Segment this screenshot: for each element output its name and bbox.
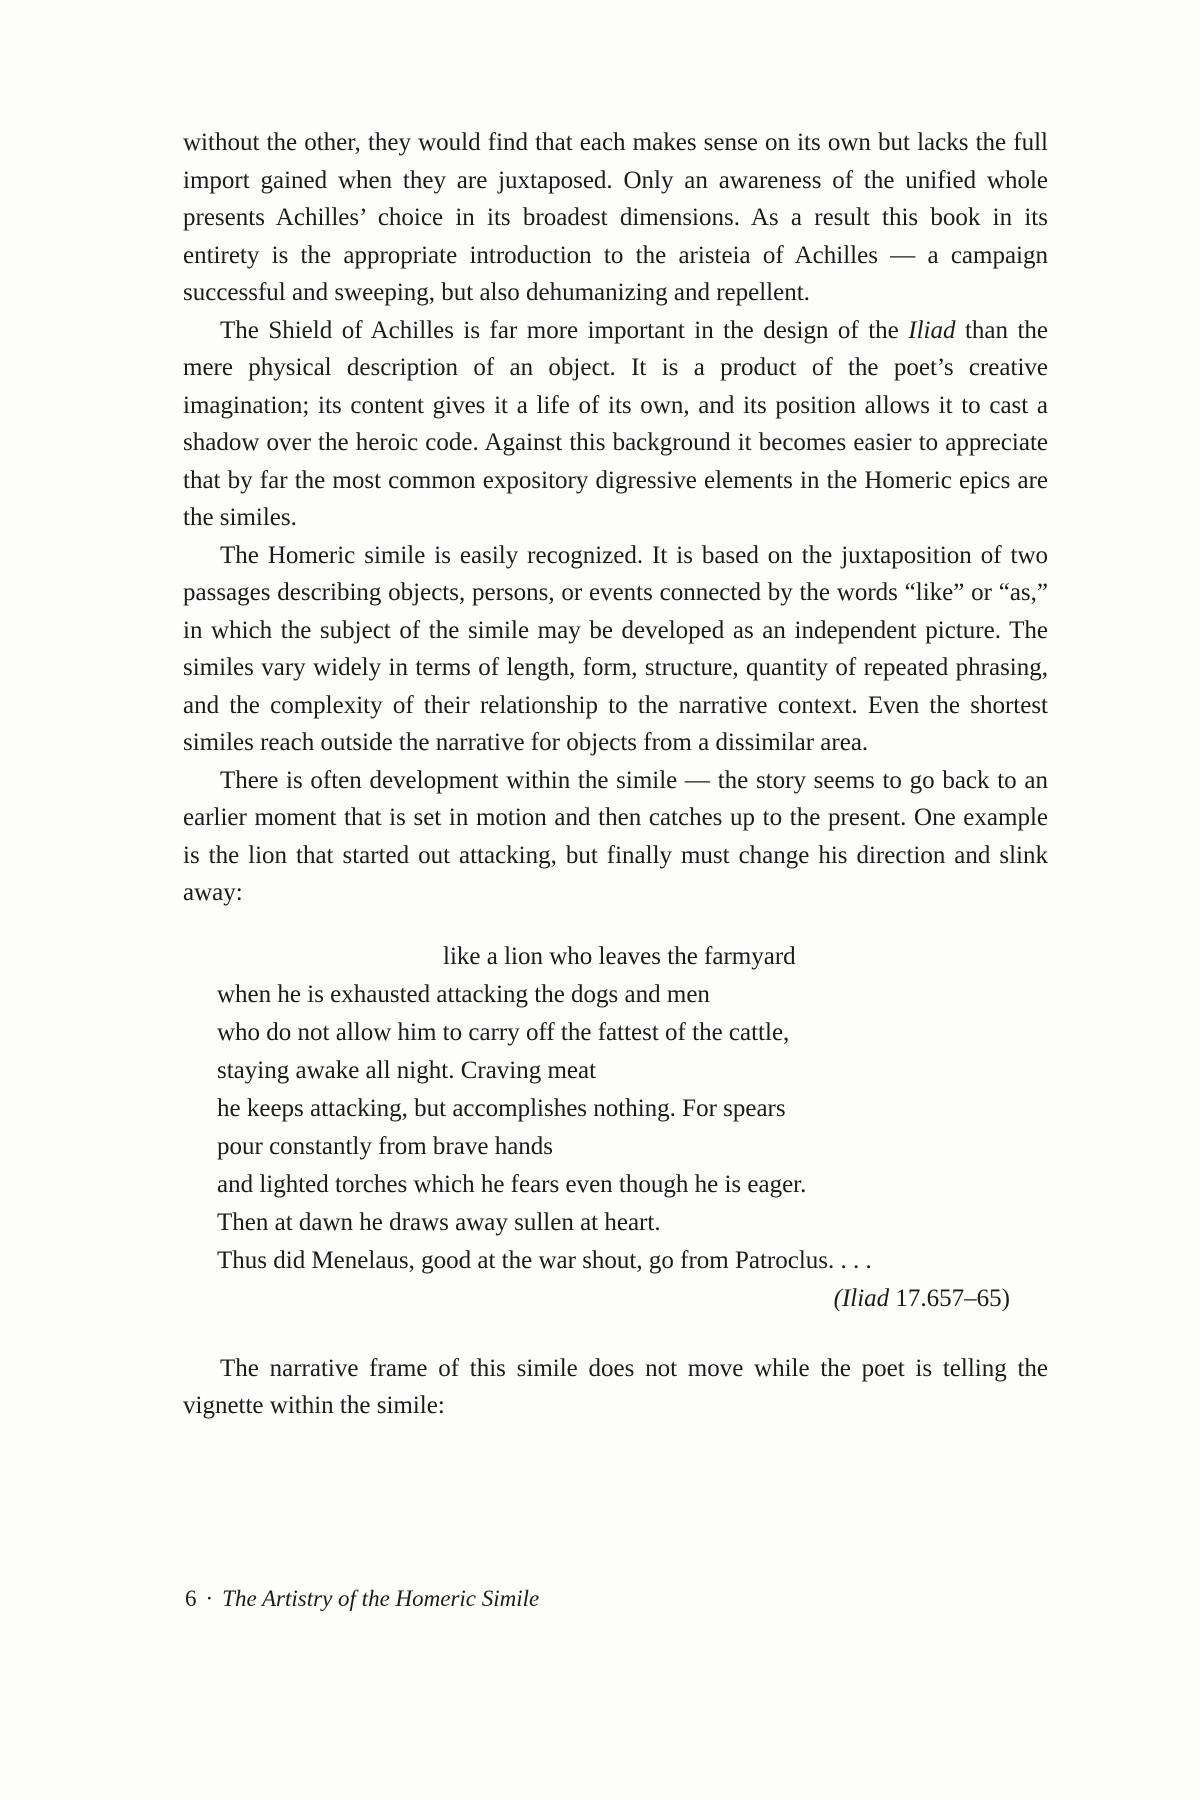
verse-line: like a lion who leaves the farmyard	[443, 942, 796, 970]
text-run: The Homeric simile is easily recognized. It is based on the juxtaposition of two passages describing objects, persons, or events connected by the words “like” or “as,” in which the subject of the simile may be developed as an independent picture. The similes vary widely in terms of length, form, structure, quantity of repeated phrasing, and the complexity of their relationship to the narrative context. Even the shortest similes reach outside the narrative for objects from a dissimilar area.	[183, 541, 1048, 756]
text-run: without the other, they would find that each makes sense on its own but lacks the full import gained when they are juxtaposed. Only an awareness of the unified whole presents Achilles’ choice in its broadest dimensions. As a result this book in its entirety is the appropriate introduction to the aristeia of Achilles — a campaign successful and sweeping, but also dehumanizing and repellent.	[183, 129, 1048, 306]
verse-citation	[217, 1280, 1048, 1318]
verse-line: Then at dawn he draws away sullen at heart.	[217, 1208, 661, 1236]
verse-line: and lighted torches which he fears even though he is eager.	[217, 1170, 807, 1198]
after-verse-paragraphs	[183, 1350, 1048, 1425]
body-paragraphs	[183, 124, 1048, 912]
text-run: 17.657–65)	[889, 1284, 1010, 1312]
verse-line: staying awake all night. Craving meat	[217, 1056, 597, 1084]
verse-block	[217, 938, 1048, 1318]
text-block	[183, 124, 1048, 1425]
page-number: 6	[185, 1586, 197, 1611]
verse-lines	[217, 938, 1048, 1280]
verse-line: when he is exhausted attacking the dogs and men	[217, 980, 710, 1008]
paragraph	[183, 537, 1048, 762]
italic-text-run: Iliad	[908, 316, 956, 344]
text-run: The narrative frame of this simile does not move while the poet is telling the vignette within the simile:	[183, 1354, 1048, 1419]
text-run: than the mere physical description of an object. It is a product of the poet’s creative imagination; its content gives it a life of its own, and its position allows it to cast a shadow over the heroic code. Against this background it becomes easier to appreciate that by far the most common expository digressive elements in the Homeric epics are the similes.	[183, 316, 1048, 531]
verse-line: who do not allow him to carry off the fattest of the cattle,	[217, 1018, 790, 1046]
text-run: There is often development within the simile — the story seems to go back to an earlier moment that is set in motion and then catches up to the present. One example is the lion that started out attacking, but finally must change his direction and slink away:	[183, 766, 1048, 906]
verse-line: Thus did Menelaus, good at the war shout, go from Patroclus. . . .	[217, 1246, 872, 1274]
page-footer	[185, 1585, 539, 1613]
text-run: The Shield of Achilles is far more important in the design of the	[220, 316, 909, 344]
italic-text-run: (	[833, 1284, 842, 1312]
paragraph	[183, 312, 1048, 537]
paragraph	[183, 762, 1048, 912]
running-title: The Artistry of the Homeric Simile	[222, 1586, 540, 1611]
verse-line: he keeps attacking, but accomplishes nothing. For spears	[217, 1094, 786, 1122]
verse-line: pour constantly from brave hands	[217, 1132, 554, 1160]
italic-text-run: Iliad	[841, 1284, 890, 1312]
paragraph	[183, 1350, 1048, 1425]
footer-separator: ·	[205, 1586, 214, 1611]
paragraph	[183, 124, 1048, 312]
